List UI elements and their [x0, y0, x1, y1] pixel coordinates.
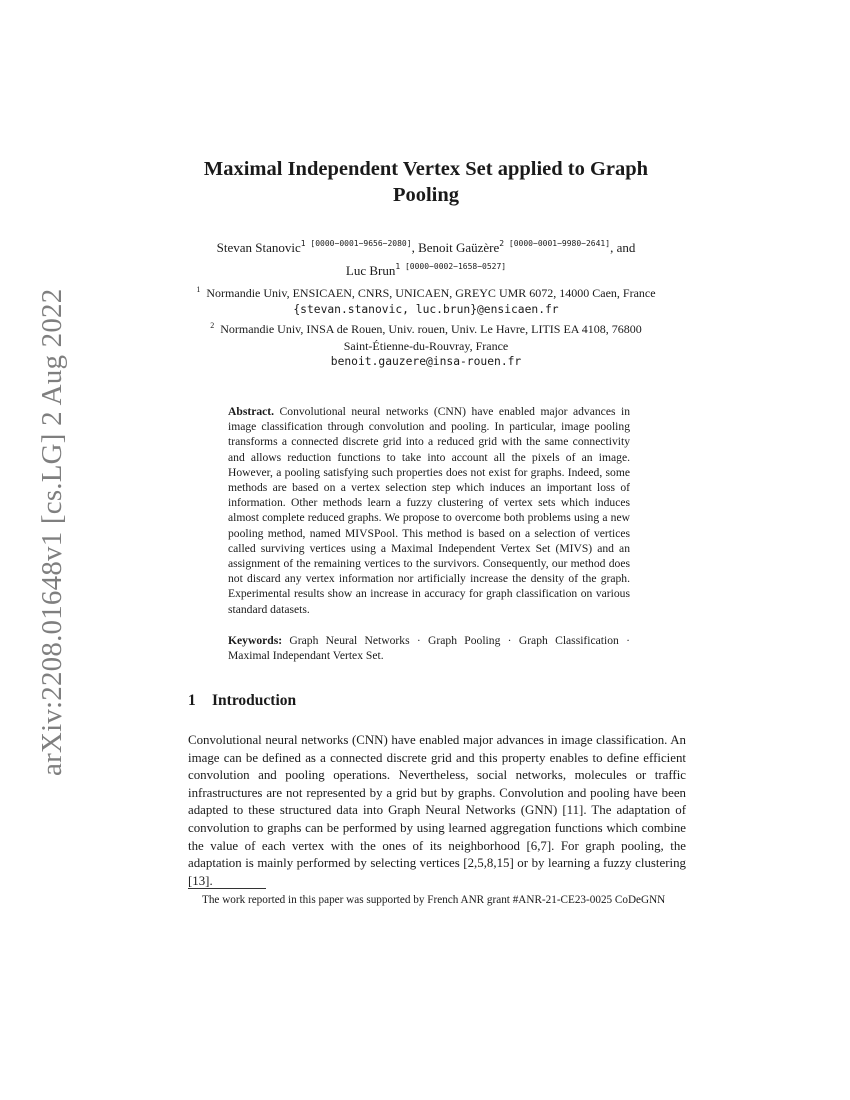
section-title: Introduction	[212, 692, 297, 709]
affiliation-1	[150, 282, 702, 302]
keywords-label: Keywords:	[228, 634, 283, 647]
affiliation-mark: 2	[210, 321, 215, 330]
abstract-label: Abstract.	[228, 405, 275, 418]
section-number: 1	[188, 692, 196, 709]
title-line-2: Pooling	[392, 184, 460, 206]
body-paragraph: Convolutional neural networks (CNN) have enabled major advances in image classification. An image can be defined as a connected discrete grid and this property enables to define efficient convolution and pooling operations. Nevertheless, social networks, molecules or traffic infrastructures are not represented by a grid but by graphs. Convolution and pooling have been adapted to these structured data into Graph Neural Networks (GNN) [11]. The adaptation of convolution to graphs can be performed by using learned aggregation functions which combine the value of each vertex with the ones of its neighborhood [6,7]. For graph pooling, the adaptation is mainly performed by selecting vertices [2,5,8,15] or by learning a fuzzy clustering [13].	[188, 733, 686, 888]
affiliation-text: Normandie Univ, INSA de Rouen, Univ. rouen, Univ. Le Havre, LITIS EA 4108, 76800	[220, 322, 642, 336]
section-heading	[188, 692, 296, 710]
affiliation-2-city: Saint-Étienne-du-Rouvray, France	[343, 338, 509, 353]
affiliation-2-email: benoit.gauzere@insa-rouen.fr	[330, 355, 522, 368]
author-orcid: 1 [0000−0002−1658−0527]	[395, 262, 507, 271]
abstract-text: Convolutional neural networks (CNN) have enabled major advances in image classification through convolution and pooling. In particular, image pooling transforms a connected discrete grid into a reduced grid with the same connectivity and allows reduction functions to take into account all the pixels of an image. However, a pooling satisfying such properties does not exist for graphs. Indeed, some methods are based on a vertex selection step which induces an important loss of information. Other methods learn a fuzzy clustering of vertex sets which induces almost complete reduced graphs. We propose to overcome both problems using a new pooling method, named MIVSPool. This method is based on a selection of vertices called surviving vertices using a Maximal Independent Vertex Set (MIVS) and an assignment of the remaining vertices to the survivors. Consequently, our method does not discard any vertex information nor artificially increase the density of the graph. Experimental results show an increase in accuracy for graph classification on various standard datasets.	[228, 405, 630, 616]
author-line-2	[150, 257, 702, 280]
author-list	[150, 234, 702, 280]
affiliation-1-email: {stevan.stanovic, luc.brun}@ensicaen.fr	[293, 302, 559, 316]
author-orcid: 1 [0000−0001−9656−2080]	[300, 239, 412, 248]
affiliation-mark: 1	[196, 285, 201, 294]
footnote-rule	[188, 888, 266, 889]
affiliation-2	[150, 318, 702, 338]
affiliations	[150, 282, 702, 371]
abstract	[228, 404, 630, 617]
author-line-1: Stevan Stanovic$^{1 [0000-0001-9656-2080]}$, Benoit Gaüzère$^{2 [0000-0001-9980-2641]}$, and	[216, 239, 636, 255]
affiliation-text: Normandie Univ, ENSICAEN, CNRS, UNICAEN, GREYC UMR 6072, 14000 Caen, France	[206, 286, 656, 300]
author-conjunction: , and	[610, 240, 636, 255]
title-line-1: Maximal Independent Vertex Set applied to Graph	[203, 158, 649, 180]
author-name: Benoit Gaüzère	[418, 240, 500, 255]
footnote: The work reported in this paper was supported by French ANR grant #ANR-21-CE23-0025 CoDeGNN	[202, 894, 666, 906]
author-name: Luc Brun	[345, 263, 396, 278]
author-orcid: 2 [0000−0001−9980−2641]	[499, 239, 611, 248]
keywords	[228, 633, 630, 663]
keywords-text: Graph Neural Networks · Graph Pooling · Graph Classification · Maximal Independant Vertex Set.	[228, 634, 630, 663]
author-name: Stevan Stanovic	[216, 240, 301, 255]
paper-title	[150, 156, 702, 208]
arxiv-identifier: arXiv:2208.01648v1 [cs.LG] 2 Aug 2022	[36, 288, 68, 776]
